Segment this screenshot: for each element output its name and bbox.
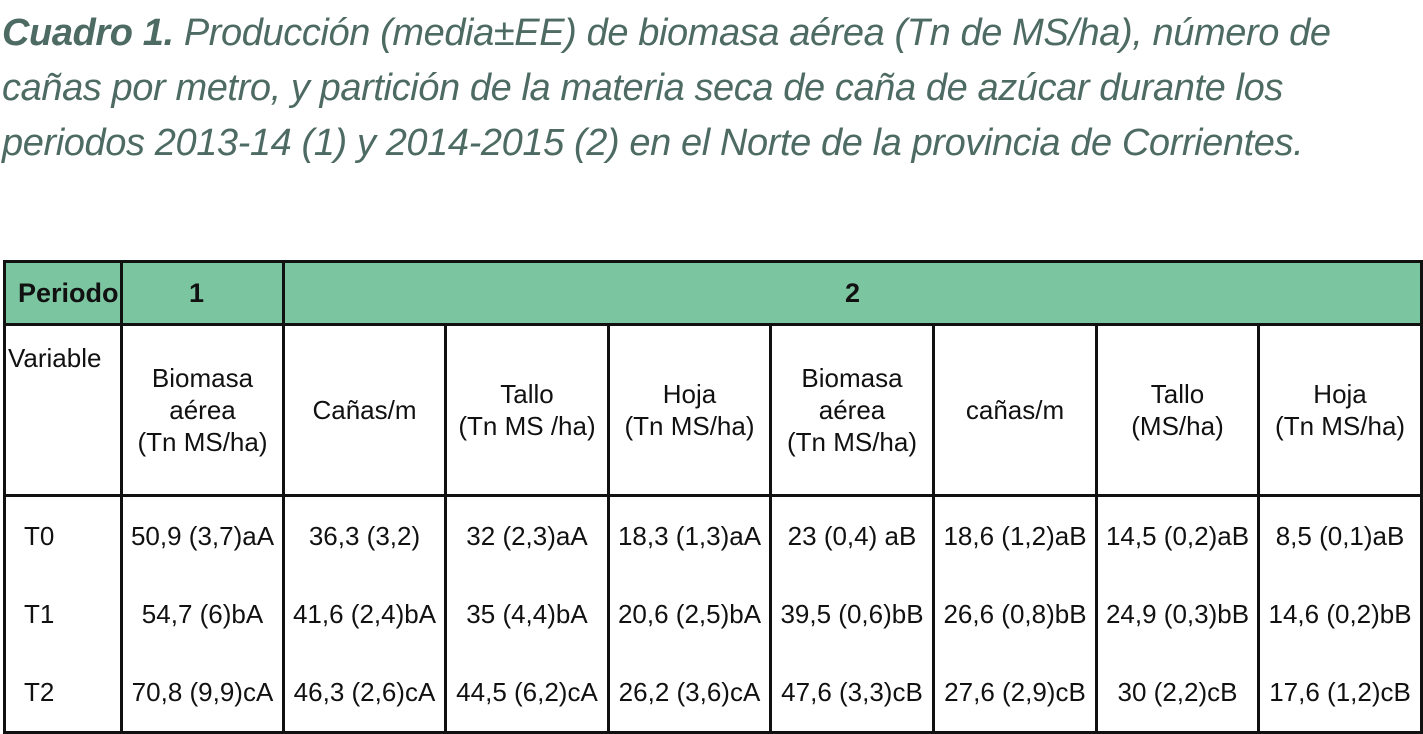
table-row: [5, 653, 1422, 733]
row-label: T0: [5, 496, 122, 576]
column-header-line: (Tn MS /ha): [458, 411, 596, 441]
table-cell: 70,8 (9,9)cA: [122, 653, 284, 733]
column-header: [934, 325, 1097, 496]
column-header-line: (Tn MS/ha): [1275, 411, 1406, 441]
periodo-label: Periodo: [5, 262, 122, 325]
column-header-line: (Tn MS/ha): [137, 427, 268, 457]
period-2-label: 2: [284, 262, 1422, 325]
table-cell: 18,3 (1,3)aA: [609, 496, 771, 576]
table-cell: 47,6 (3,3)cB: [771, 653, 934, 733]
column-header-line: Hoja: [1313, 379, 1367, 409]
caption-label: Cuadro 1.: [2, 12, 174, 54]
column-header: [284, 325, 446, 496]
table-cell: 20,6 (2,5)bA: [609, 575, 771, 653]
table-cell: 14,5 (0,2)aB: [1097, 496, 1259, 576]
column-header-line: Tallo: [500, 379, 554, 409]
table-cell: 39,5 (0,6)bB: [771, 575, 934, 653]
table-caption: [2, 6, 1417, 171]
variable-header: Variable: [5, 325, 122, 496]
period-1-label: 1: [122, 262, 284, 325]
caption-text: Producción (media±EE) de biomasa aérea (Tn de MS/ha), número de cañas por metro, y partición de la materia seca de caña de azúcar durante los periodos 2013-14 (1) y 2014-2015 (2) en el Norte de la provincia de Corrientes.: [2, 12, 1331, 164]
column-header-line: (MS/ha): [1131, 411, 1224, 441]
table-cell: 14,6 (0,2)bB: [1259, 575, 1422, 653]
row-label: T1: [5, 575, 122, 653]
table-cell: 24,9 (0,3)bB: [1097, 575, 1259, 653]
column-header: [446, 325, 609, 496]
column-header: [1097, 325, 1259, 496]
table-cell: 54,7 (6)bA: [122, 575, 284, 653]
column-header-line: (Tn MS/ha): [624, 411, 755, 441]
table-row: [5, 575, 1422, 653]
column-header-line: aérea: [818, 395, 886, 425]
table-cell: 32 (2,3)aA: [446, 496, 609, 576]
column-header: [609, 325, 771, 496]
column-header: [771, 325, 934, 496]
column-header-line: cañas/m: [965, 395, 1065, 425]
table-cell: 26,6 (0,8)bB: [934, 575, 1097, 653]
table-cell: 36,3 (3,2): [284, 496, 446, 576]
table-cell: 35 (4,4)bA: [446, 575, 609, 653]
column-header-line: Hoja: [662, 379, 717, 409]
column-header-line: Biomasa: [151, 363, 254, 393]
column-header-line: Cañas/m: [312, 395, 417, 425]
row-label: T2: [5, 653, 122, 733]
table-cell: 50,9 (3,7)aA: [122, 496, 284, 576]
header-row: [5, 325, 1422, 496]
table-cell: 18,6 (1,2)aB: [934, 496, 1097, 576]
column-header-line: Biomasa: [801, 363, 903, 393]
table-row: [5, 496, 1422, 576]
period-row: [5, 262, 1422, 325]
data-table: [3, 260, 1423, 734]
table-cell: 8,5 (0,1)aB: [1259, 496, 1422, 576]
table-cell: 17,6 (1,2)cB: [1259, 653, 1422, 733]
column-header-line: Tallo: [1150, 379, 1205, 409]
table-cell: 30 (2,2)cB: [1097, 653, 1259, 733]
table-cell: 23 (0,4) aB: [771, 496, 934, 576]
table-cell: 27,6 (2,9)cB: [934, 653, 1097, 733]
column-header-line: aérea: [169, 395, 236, 425]
table-cell: 41,6 (2,4)bA: [284, 575, 446, 653]
table-cell: 44,5 (6,2)cA: [446, 653, 609, 733]
column-header: [122, 325, 284, 496]
column-header-line: (Tn MS/ha): [786, 427, 918, 457]
table-cell: 46,3 (2,6)cA: [284, 653, 446, 733]
table-cell: 26,2 (3,6)cA: [609, 653, 771, 733]
column-header: [1259, 325, 1422, 496]
